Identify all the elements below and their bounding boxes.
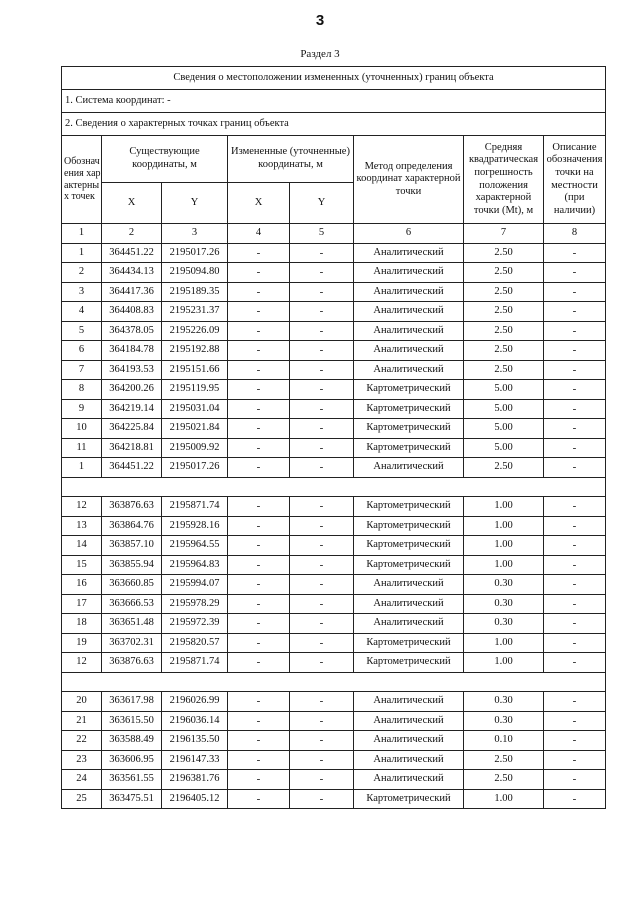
cell-accuracy: 0.10 (464, 731, 544, 751)
group-separator-row (62, 672, 606, 692)
table-row (62, 341, 606, 361)
cell-description: - (544, 380, 606, 400)
cell-y-changed: - (290, 516, 354, 536)
cell-y-changed: - (290, 458, 354, 478)
cell-x-existing: 364218.81 (102, 438, 162, 458)
cell-method: Картометрический (354, 789, 464, 809)
cell-method: Аналитический (354, 263, 464, 283)
table-row (62, 516, 606, 536)
cell-method: Аналитический (354, 770, 464, 790)
cell-y-existing: 2195871.74 (162, 653, 228, 673)
cell-x-existing: 363702.31 (102, 633, 162, 653)
cell-x-changed: - (228, 770, 290, 790)
cell-method: Аналитический (354, 321, 464, 341)
cell-x-existing: 364417.36 (102, 282, 162, 302)
cell-y-changed: - (290, 302, 354, 322)
cell-x-existing: 364378.05 (102, 321, 162, 341)
cell-x-changed: - (228, 594, 290, 614)
cell-accuracy: 0.30 (464, 575, 544, 595)
cell-point: 23 (62, 750, 102, 770)
cell-point: 12 (62, 497, 102, 517)
cell-point: 7 (62, 360, 102, 380)
cell-point: 14 (62, 536, 102, 556)
cell-description: - (544, 692, 606, 712)
cell-accuracy: 1.00 (464, 516, 544, 536)
cell-accuracy: 0.30 (464, 711, 544, 731)
table-row (62, 653, 606, 673)
cell-accuracy: 1.00 (464, 653, 544, 673)
cell-y-changed: - (290, 711, 354, 731)
cell-description: - (544, 653, 606, 673)
cell-y-changed: - (290, 243, 354, 263)
cell-y-existing: 2196405.12 (162, 789, 228, 809)
cell-x-changed: - (228, 575, 290, 595)
cell-method: Картометрический (354, 380, 464, 400)
cell-point: 15 (62, 555, 102, 575)
cell-x-existing: 364193.53 (102, 360, 162, 380)
cell-description: - (544, 302, 606, 322)
cell-description: - (544, 497, 606, 517)
cell-x-changed: - (228, 614, 290, 634)
cell-x-changed: - (228, 419, 290, 439)
cell-y-existing: 2195009.92 (162, 438, 228, 458)
cell-x-changed: - (228, 263, 290, 283)
cell-x-changed: - (228, 711, 290, 731)
cell-x-existing: 363864.76 (102, 516, 162, 536)
table-row (62, 243, 606, 263)
cell-method: Аналитический (354, 458, 464, 478)
cell-point: 10 (62, 419, 102, 439)
cell-x-changed: - (228, 497, 290, 517)
header-designation: Обозначения характерных точек (62, 136, 102, 224)
cell-x-changed: - (228, 399, 290, 419)
cell-x-existing: 364434.13 (102, 263, 162, 283)
cell-y-changed: - (290, 321, 354, 341)
cell-method: Картометрический (354, 536, 464, 556)
cell-description: - (544, 516, 606, 536)
cell-accuracy: 2.50 (464, 321, 544, 341)
cell-x-changed: - (228, 536, 290, 556)
cell-y-existing: 2195189.35 (162, 282, 228, 302)
cell-x-existing: 364200.26 (102, 380, 162, 400)
header-x-existing: X (102, 183, 162, 224)
header-accuracy: Средняя квадратическая погрешность положения характерной точки (Mt), м (464, 136, 544, 224)
cell-accuracy: 1.00 (464, 555, 544, 575)
cell-y-existing: 2195119.95 (162, 380, 228, 400)
header-existing-coords: Существующие координаты, м (102, 136, 228, 183)
cell-description: - (544, 458, 606, 478)
cell-y-changed: - (290, 575, 354, 595)
cell-y-existing: 2195094.80 (162, 263, 228, 283)
cell-y-changed: - (290, 789, 354, 809)
cell-accuracy: 2.50 (464, 750, 544, 770)
cell-y-existing: 2195151.66 (162, 360, 228, 380)
header-y-existing: Y (162, 183, 228, 224)
cell-y-changed: - (290, 282, 354, 302)
cell-point: 11 (62, 438, 102, 458)
cell-x-changed: - (228, 341, 290, 361)
table-row (62, 614, 606, 634)
cell-y-changed: - (290, 594, 354, 614)
cell-method: Картометрический (354, 633, 464, 653)
table-row (62, 770, 606, 790)
cell-y-existing: 2196135.50 (162, 731, 228, 751)
cell-description: - (544, 321, 606, 341)
cell-description: 8 (544, 224, 606, 244)
cell-y-changed: - (290, 341, 354, 361)
cell-y-existing: 2195017.26 (162, 243, 228, 263)
cell-point: 19 (62, 633, 102, 653)
header-changed-coords: Измененные (уточненные) координаты, м (228, 136, 354, 183)
cell-y-changed: - (290, 731, 354, 751)
cell-y-changed: - (290, 497, 354, 517)
cell-y-existing: 2195928.16 (162, 516, 228, 536)
cell-method: Аналитический (354, 575, 464, 595)
cell-x-changed: - (228, 633, 290, 653)
cell-description: - (544, 594, 606, 614)
cell-y-changed: - (290, 399, 354, 419)
table-row (62, 633, 606, 653)
cell-description: - (544, 614, 606, 634)
table-row (62, 419, 606, 439)
cell-x-existing: 363651.48 (102, 614, 162, 634)
table-row (62, 497, 606, 517)
cell-accuracy: 1.00 (464, 536, 544, 556)
cell-y-existing: 2195031.04 (162, 399, 228, 419)
cell-y-changed: - (290, 438, 354, 458)
cell-x-existing: 363666.53 (102, 594, 162, 614)
cell-x-existing: 363588.49 (102, 731, 162, 751)
cell-x-changed: - (228, 458, 290, 478)
cell-y-changed: - (290, 380, 354, 400)
cell-y-existing: 2195231.37 (162, 302, 228, 322)
cell-description: - (544, 750, 606, 770)
cell-point: 1 (62, 243, 102, 263)
separator-cell (62, 672, 606, 692)
cell-method: Картометрический (354, 516, 464, 536)
cell-x-existing: 364184.78 (102, 341, 162, 361)
page-number: 3 (315, 12, 325, 29)
table-body (62, 67, 606, 809)
cell-point: 9 (62, 399, 102, 419)
table-row (62, 282, 606, 302)
cell-accuracy: 5.00 (464, 419, 544, 439)
cell-y-existing: 2195978.29 (162, 594, 228, 614)
cell-x-changed: - (228, 380, 290, 400)
cell-x-existing: 364219.14 (102, 399, 162, 419)
cell-x-changed: - (228, 750, 290, 770)
table-row (62, 263, 606, 283)
table-row (62, 555, 606, 575)
cell-description: - (544, 399, 606, 419)
cell-x-existing: 363615.50 (102, 711, 162, 731)
cell-y-existing: 2195964.83 (162, 555, 228, 575)
cell-method: Картометрический (354, 555, 464, 575)
cell-x-existing: 363475.51 (102, 789, 162, 809)
table-row (62, 321, 606, 341)
table-row (62, 360, 606, 380)
cell-y-existing: 2195021.84 (162, 419, 228, 439)
cell-accuracy: 0.30 (464, 594, 544, 614)
cell-point: 25 (62, 789, 102, 809)
cell-y-existing: 2195017.26 (162, 458, 228, 478)
cell-description: - (544, 731, 606, 751)
table-row (62, 789, 606, 809)
cell-point: 24 (62, 770, 102, 790)
cell-accuracy: 1.00 (464, 633, 544, 653)
cell-y-changed: 5 (290, 224, 354, 244)
cell-method: Аналитический (354, 360, 464, 380)
cell-method: Картометрический (354, 438, 464, 458)
cell-accuracy: 5.00 (464, 380, 544, 400)
cell-accuracy: 2.50 (464, 263, 544, 283)
cell-x-existing: 364451.22 (102, 458, 162, 478)
cell-x-existing: 364408.83 (102, 302, 162, 322)
cell-y-existing: 2195972.39 (162, 614, 228, 634)
cell-y-changed: - (290, 555, 354, 575)
table-row (62, 438, 606, 458)
cell-method: Аналитический (354, 614, 464, 634)
table-row (62, 399, 606, 419)
separator-cell (62, 477, 606, 497)
table-row (62, 536, 606, 556)
cell-y-changed: - (290, 770, 354, 790)
cell-point: 12 (62, 653, 102, 673)
cell-y-changed: - (290, 633, 354, 653)
cell-method: Аналитический (354, 594, 464, 614)
cell-method: Аналитический (354, 282, 464, 302)
cell-x-existing: 363876.63 (102, 497, 162, 517)
cell-x-changed: - (228, 789, 290, 809)
table-row (62, 575, 606, 595)
cell-description: - (544, 711, 606, 731)
cell-accuracy: 2.50 (464, 341, 544, 361)
cell-description: - (544, 360, 606, 380)
cell-method: Картометрический (354, 653, 464, 673)
cell-description: - (544, 536, 606, 556)
cell-y-existing: 3 (162, 224, 228, 244)
cell-accuracy: 2.50 (464, 770, 544, 790)
cell-x-existing: 363561.55 (102, 770, 162, 790)
cell-y-existing: 2196036.14 (162, 711, 228, 731)
boundary-points-table (61, 66, 606, 809)
cell-method: Аналитический (354, 302, 464, 322)
cell-y-existing: 2195994.07 (162, 575, 228, 595)
cell-point: 22 (62, 731, 102, 751)
cell-point: 6 (62, 341, 102, 361)
cell-point: 13 (62, 516, 102, 536)
cell-point: 1 (62, 224, 102, 244)
cell-accuracy: 7 (464, 224, 544, 244)
cell-x-changed: - (228, 243, 290, 263)
cell-method: Аналитический (354, 341, 464, 361)
cell-point: 20 (62, 692, 102, 712)
cell-y-changed: - (290, 653, 354, 673)
cell-point: 4 (62, 302, 102, 322)
cell-point: 16 (62, 575, 102, 595)
cell-accuracy: 5.00 (464, 438, 544, 458)
cell-point: 21 (62, 711, 102, 731)
cell-description: - (544, 341, 606, 361)
header-x-changed: X (228, 183, 290, 224)
cell-x-existing: 2 (102, 224, 162, 244)
cell-method: Аналитический (354, 243, 464, 263)
cell-point: 3 (62, 282, 102, 302)
cell-y-existing: 2195964.55 (162, 536, 228, 556)
cell-description: - (544, 633, 606, 653)
cell-description: - (544, 789, 606, 809)
cell-description: - (544, 243, 606, 263)
cell-method: Аналитический (354, 750, 464, 770)
cell-description: - (544, 555, 606, 575)
cell-y-existing: 2196026.99 (162, 692, 228, 712)
cell-x-changed: - (228, 516, 290, 536)
cell-description: - (544, 575, 606, 595)
cell-y-changed: - (290, 419, 354, 439)
cell-point: 8 (62, 380, 102, 400)
cell-x-existing: 363876.63 (102, 653, 162, 673)
cell-y-existing: 2195192.88 (162, 341, 228, 361)
cell-method: Картометрический (354, 497, 464, 517)
cell-accuracy: 2.50 (464, 458, 544, 478)
cell-y-existing: 2196381.76 (162, 770, 228, 790)
cell-description: - (544, 770, 606, 790)
header-description: Описание обозначения точки на местности (при наличии) (544, 136, 606, 224)
cell-y-changed: - (290, 692, 354, 712)
cell-y-changed: - (290, 750, 354, 770)
cell-x-changed: - (228, 555, 290, 575)
table-title: Сведения о местоположении измененных (уточненных) границ объекта (62, 67, 606, 90)
cell-y-existing: 2195226.09 (162, 321, 228, 341)
cell-x-changed: 4 (228, 224, 290, 244)
cell-y-changed: - (290, 360, 354, 380)
cell-x-changed: - (228, 360, 290, 380)
cell-method: Картометрический (354, 399, 464, 419)
table-row (62, 750, 606, 770)
table-row (62, 458, 606, 478)
cell-description: - (544, 282, 606, 302)
table-row (62, 594, 606, 614)
cell-y-existing: 2196147.33 (162, 750, 228, 770)
cell-point: 2 (62, 263, 102, 283)
cell-x-changed: - (228, 653, 290, 673)
cell-x-existing: 363855.94 (102, 555, 162, 575)
cell-method: Аналитический (354, 711, 464, 731)
cell-accuracy: 0.30 (464, 692, 544, 712)
cell-y-existing: 2195820.57 (162, 633, 228, 653)
cell-accuracy: 2.50 (464, 360, 544, 380)
cell-accuracy: 5.00 (464, 399, 544, 419)
cell-point: 17 (62, 594, 102, 614)
cell-point: 5 (62, 321, 102, 341)
cell-method: Аналитический (354, 692, 464, 712)
cell-x-changed: - (228, 731, 290, 751)
cell-x-existing: 363660.85 (102, 575, 162, 595)
cell-x-existing: 364225.84 (102, 419, 162, 439)
points-heading-row: 2. Сведения о характерных точках границ объекта (62, 113, 606, 136)
cell-x-changed: - (228, 321, 290, 341)
cell-x-changed: - (228, 282, 290, 302)
cell-y-changed: - (290, 614, 354, 634)
cell-accuracy: 2.50 (464, 282, 544, 302)
table-row (62, 731, 606, 751)
cell-accuracy: 2.50 (464, 243, 544, 263)
cell-description: - (544, 419, 606, 439)
cell-y-changed: - (290, 536, 354, 556)
table-row (62, 711, 606, 731)
header-method: Метод определения координат характерной точки (354, 136, 464, 224)
table-row (62, 380, 606, 400)
cell-x-existing: 363606.95 (102, 750, 162, 770)
cell-accuracy: 2.50 (464, 302, 544, 322)
column-number-row (62, 224, 606, 244)
cell-x-changed: - (228, 302, 290, 322)
cell-x-changed: - (228, 438, 290, 458)
cell-x-changed: - (228, 692, 290, 712)
cell-y-existing: 2195871.74 (162, 497, 228, 517)
cell-point: 18 (62, 614, 102, 634)
table-row (62, 302, 606, 322)
cell-method: 6 (354, 224, 464, 244)
header-y-changed: Y (290, 183, 354, 224)
cell-x-existing: 363617.98 (102, 692, 162, 712)
cell-accuracy: 1.00 (464, 497, 544, 517)
cell-description: - (544, 263, 606, 283)
group-separator-row (62, 477, 606, 497)
table-row (62, 692, 606, 712)
cell-x-existing: 364451.22 (102, 243, 162, 263)
section-label: Раздел 3 (300, 48, 340, 60)
cell-method: Картометрический (354, 419, 464, 439)
coord-system-row: 1. Система координат: - (62, 90, 606, 113)
cell-point: 1 (62, 458, 102, 478)
cell-y-changed: - (290, 263, 354, 283)
cell-x-existing: 363857.10 (102, 536, 162, 556)
cell-accuracy: 0.30 (464, 614, 544, 634)
cell-accuracy: 1.00 (464, 789, 544, 809)
cell-method: Аналитический (354, 731, 464, 751)
cell-description: - (544, 438, 606, 458)
